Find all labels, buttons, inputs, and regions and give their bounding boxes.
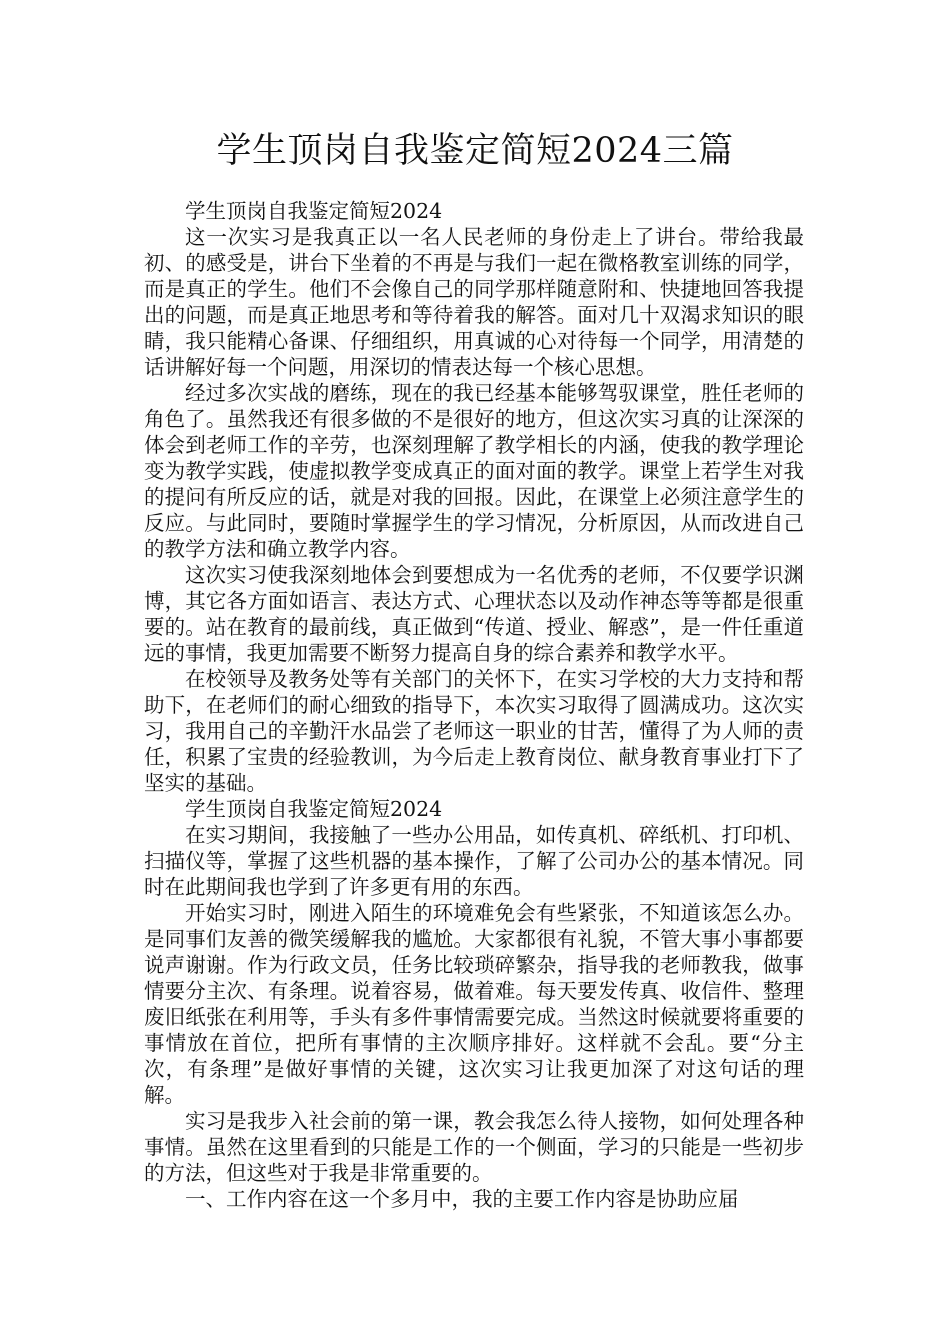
paragraph: 这次实习使我深刻地体会到要想成为一名优秀的老师，不仅要学识渊博，其它各方面如语言、表达方式、心理状态以及动作神态等等都是很重要的。站在教育的最前线，真正做到“传道、授业、解惑”，是一件任重道远的事情，我更加需要不断努力提高自身的综合素养和教学水平。 <box>144 563 804 665</box>
document-title: 学生顶岗自我鉴定简短2024三篇 <box>216 131 734 171</box>
paragraph: 在校领导及教务处等有关部门的关怀下，在实习学校的大力支持和帮助下，在老师们的耐心细致的指导下，本次实习取得了圆满成功。这次实习，我用自己的辛勤汗水品尝了老师这一职业的甘苦，懂得了为人师的责任，积累了宝贵的经验教训，为今后走上教育岗位、献身教育事业打下了坚实的基础。 <box>144 667 804 795</box>
paragraph: 实习是我步入社会前的第一课，教会我怎么待人接物，如何处理各种事情。虽然在这里看到的只能是工作的一个侧面，学习的只能是一些初步的方法，但这些对于我是非常重要的。 <box>144 1109 804 1185</box>
paragraph: 这一次实习是我真正以一名人民老师的身份走上了讲台。带给我最初、的感受是，讲台下坐着的不再是与我们一起在微格教室训练的同学，而是真正的学生。他们不会像自己的同学那样随意附和、快捷地回答我提出的问题，而是真正地思考和等待着我的解答。面对几十双渴求知识的眼睛，我只能精心备课、仔细组织，用真诚的心对待每一个同学，用清楚的话讲解好每一个问题，用深切的情表达每一个核心思想。 <box>144 225 804 379</box>
section-heading-2: 学生顶岗自我鉴定简短2024 <box>185 797 443 821</box>
section-heading-1: 学生顶岗自我鉴定简短2024 <box>185 199 443 223</box>
paragraph: 一、工作内容在这一个多月中，我的主要工作内容是协助应届 <box>185 1187 739 1211</box>
paragraph: 在实习期间，我接触了一些办公用品，如传真机、碎纸机、打印机、扫描仪等，掌握了这些机器的基本操作，了解了公司办公的基本情况。同时在此期间我也学到了许多更有用的东西。 <box>144 823 804 899</box>
document-body <box>144 198 804 1212</box>
paragraph: 经过多次实战的磨练，现在的我已经基本能够驾驭课堂，胜任老师的角色了。虽然我还有很多做的不是很好的地方，但这次实习真的让深深的体会到老师工作的辛劳，也深刻理解了教学相长的内涵，使我的教学理论变为教学实践，使虚拟教学变成真正的面对面的教学。课堂上若学生对我的提问有所反应的话，就是对我的回报。因此，在课堂上必须注意学生的反应。与此同时，要随时掌握学生的学习情况，分析原因，从而改进自己的教学方法和确立教学内容。 <box>144 381 804 561</box>
paragraph: 开始实习时，刚进入陌生的环境难免会有些紧张，不知道该怎么办。是同事们友善的微笑缓解我的尴尬。大家都很有礼貌，不管大事小事都要说声谢谢。作为行政文员，任务比较琐碎繁杂，指导我的老师教我，做事情要分主次、有条理。说着容易，做着难。每天要发传真、收信件、整理废旧纸张在利用等，手头有多件事情需要完成。当然这时候就要将重要的事情放在首位，把所有事情的主次顺序排好。这样就不会乱。要“分主次，有条理”是做好事情的关键，这次实习让我更加深了对这句话的理解。 <box>144 901 804 1107</box>
